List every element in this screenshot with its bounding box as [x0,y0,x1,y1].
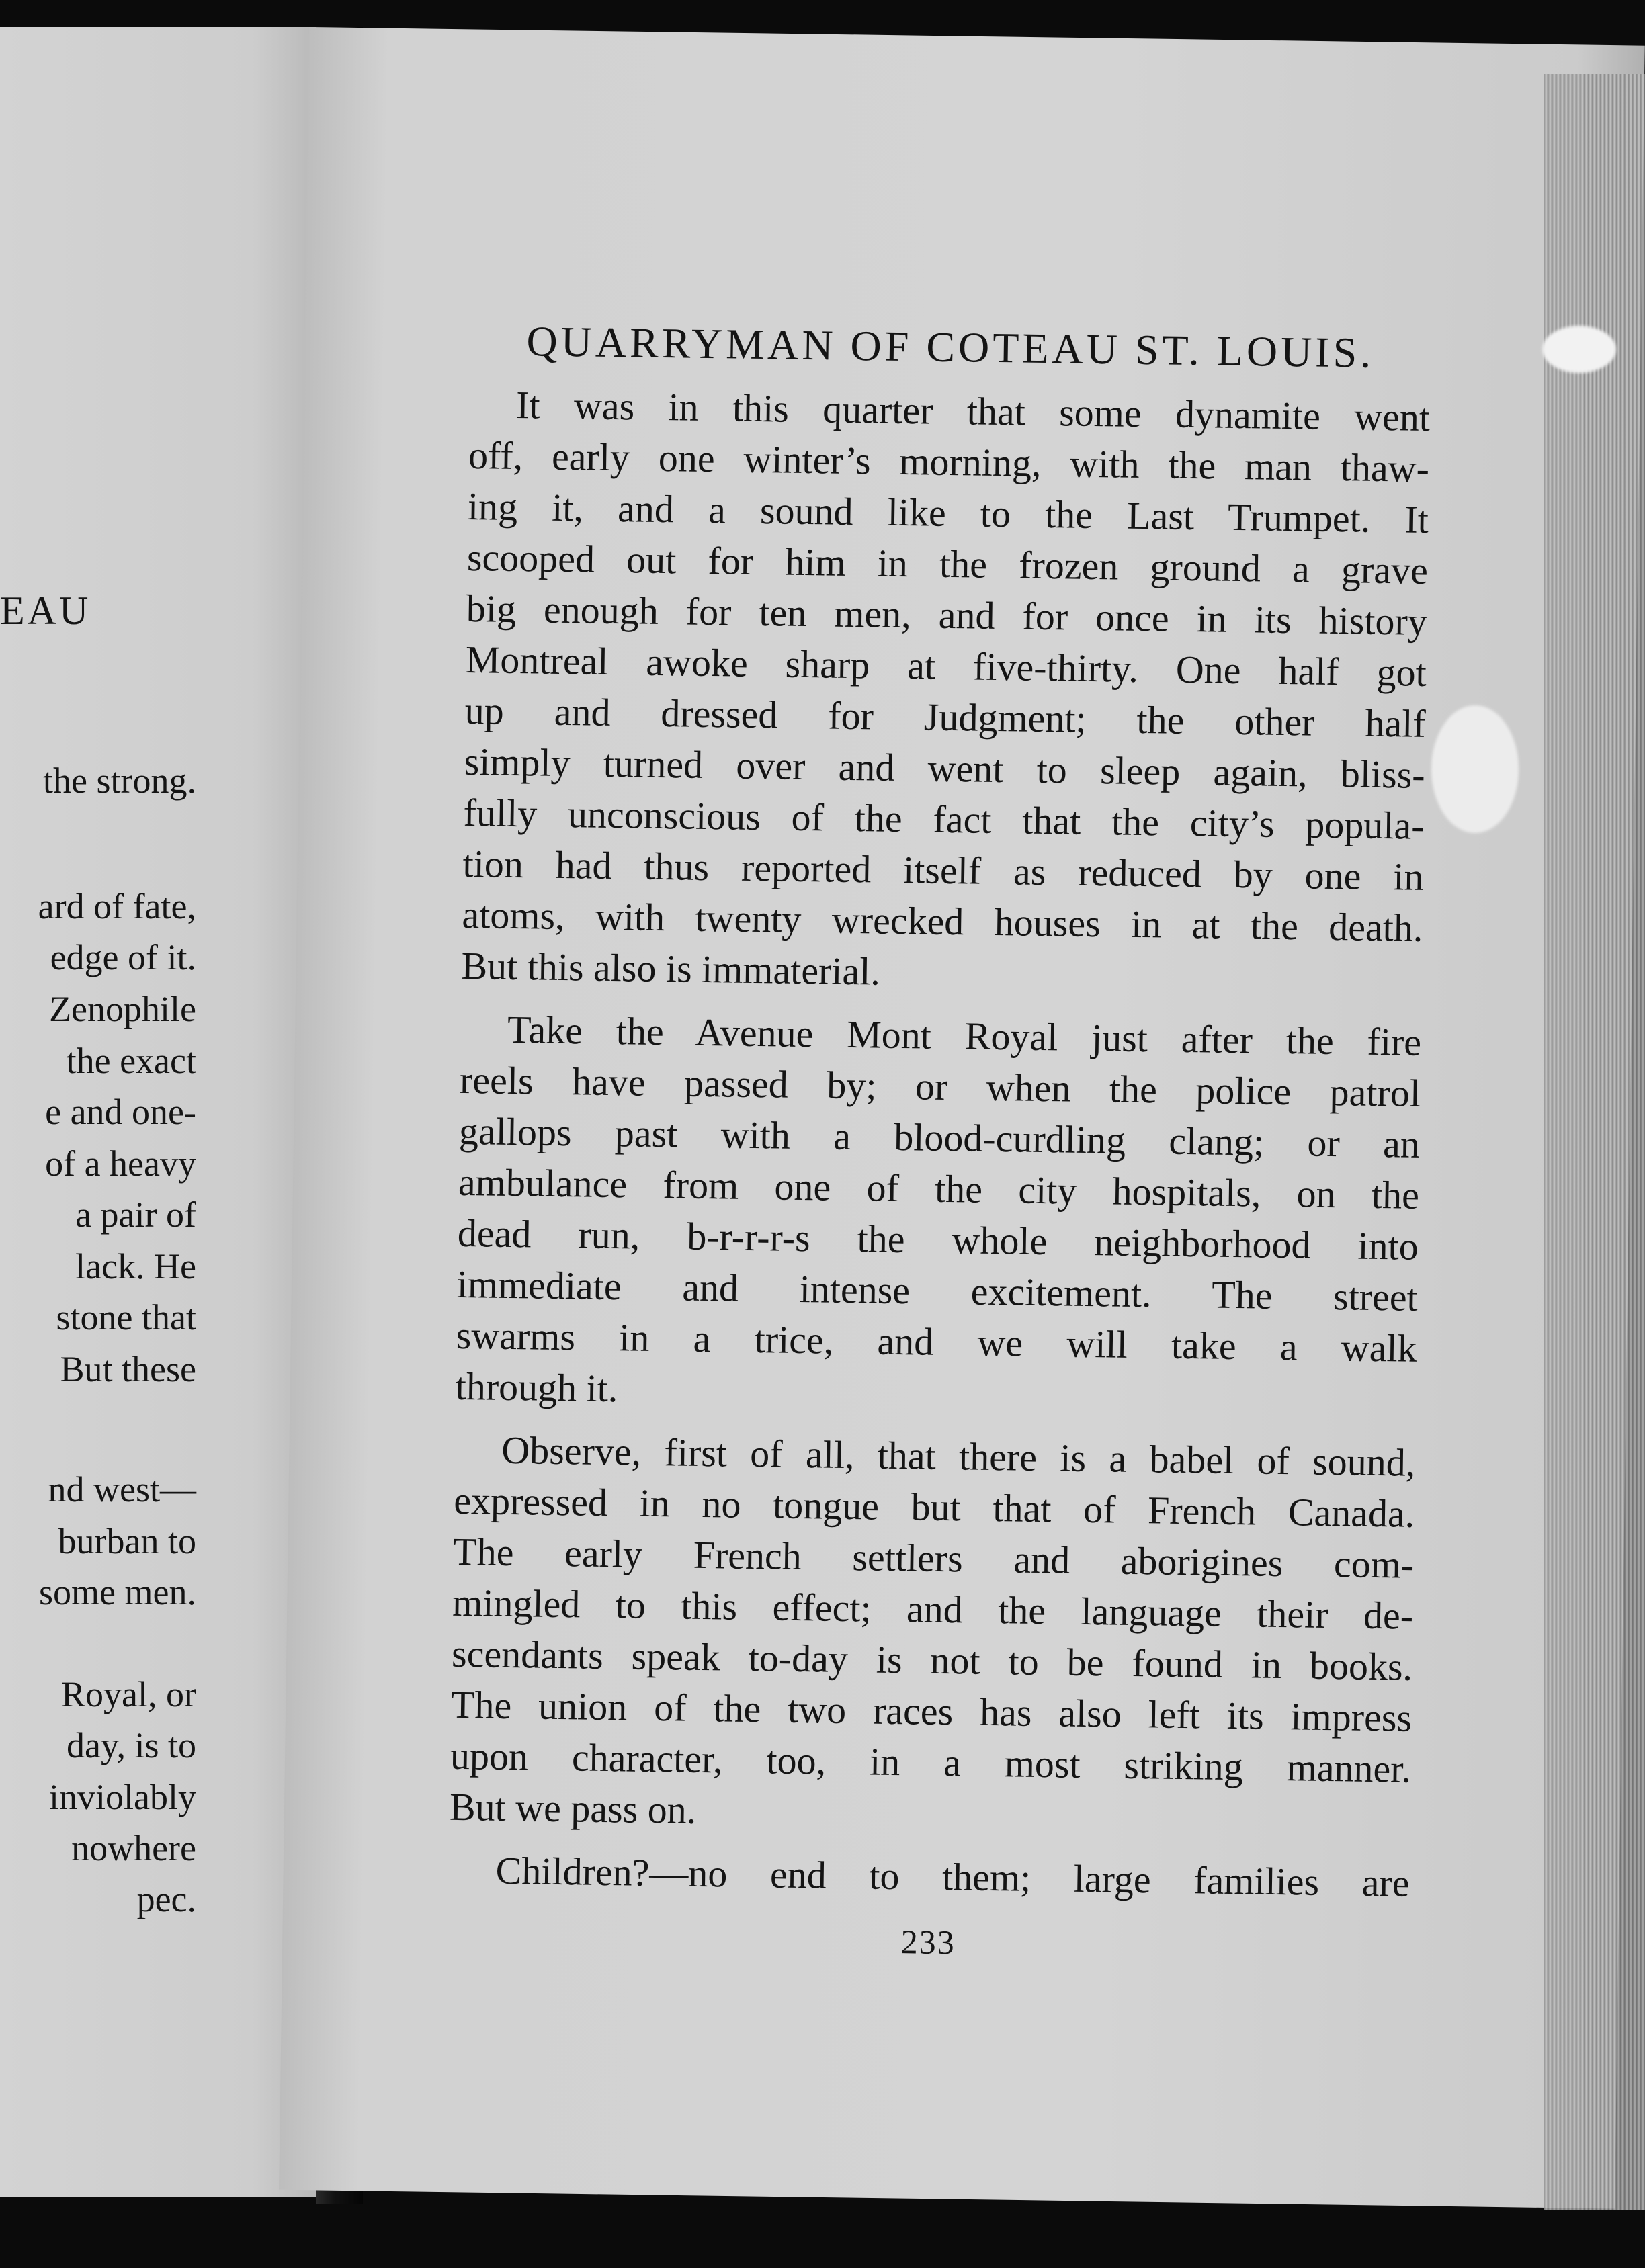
left-page-line: inviolably [49,1777,196,1817]
text-line: atoms, with twenty wrecked houses in at the death. [462,892,1423,950]
body-text [448,379,1430,1909]
left-page-line: edge of it. [50,937,196,977]
text-line: immediate and intense excitement. The street [456,1262,1419,1319]
left-page-line: nd west— [48,1469,196,1510]
paragraph [461,379,1431,1005]
text-line: tion had thus reported itself as reduced by one in [462,841,1424,899]
text-line: dead run, b-r-r-r-s the whole neighborhood into [457,1211,1419,1268]
text-line: ambulance from one of the city hospitals, on the [458,1160,1420,1217]
text-line: simply turned over and went to sleep again, bliss- [464,739,1426,797]
text-line: Observe, first of all, that there is a babel of sound, [501,1428,1416,1485]
text-line: mingled to this effect; and the language their de- [452,1580,1414,1638]
paragraph [449,1424,1415,1846]
left-page-line: of a heavy [45,1143,196,1184]
text-line: reels have passed by; or when the police patrol [459,1057,1421,1115]
text-line: upon character, too, in a most striking manner. [450,1733,1412,1791]
left-page-line: ard of fate, [38,886,196,926]
text-line: swarms in a trice, and we will take a walk [456,1313,1418,1370]
left-page-line: Zenophile [49,989,196,1029]
left-page-line: day, is to [67,1725,196,1765]
paper-stain [1431,705,1519,833]
text-line: off, early one winter’s morning, with the man thaw- [468,433,1430,490]
text-line: Montreal awoke sharp at five-thirty. One half got [465,637,1427,695]
text-line: The early French settlers and aborigines com- [452,1529,1415,1587]
paragraph [455,1004,1421,1426]
text-line: But we pass on. [449,1784,697,1832]
left-page-line: lack. He [75,1246,196,1286]
text-line: The union of the two races has also left its impress [450,1682,1412,1740]
text-line: gallops past with a blood-curdling clang; or an [458,1108,1421,1166]
left-page-line: burban to [58,1521,196,1561]
left-page-line: Royal, or [61,1674,196,1714]
left-page-line: But these [60,1349,196,1389]
left-page-line: nowhere [71,1828,196,1868]
text-line: ing it, and a sound like to the Last Trumpet. It [467,484,1429,541]
left-page-line: a pair of [75,1194,196,1235]
text-line: big enough for ten men, and for once in its history [466,586,1428,644]
left-page-line: e and one- [45,1092,196,1132]
paper-stain [1542,326,1616,373]
text-line: scooped out for him in the frozen ground a grave [466,535,1429,593]
text-line: Take the Avenue Mont Royal just after the fire [507,1007,1422,1064]
text-line: expressed in no tongue but that of French Canada. [453,1478,1415,1536]
text-line: fully unconscious of the fact that the city’s popula- [463,790,1425,848]
left-page-line: the exact [66,1041,196,1081]
page-edges [1544,74,1645,2210]
left-page-line: the strong. [43,760,196,801]
left-page-line: pec. [136,1879,196,1919]
text-line: scendants speak to-day is not to be found in books. [451,1631,1413,1689]
text-line: through it. [455,1364,618,1411]
left-page-line: stone that [56,1297,196,1338]
page-number: 233 [900,1923,956,1962]
text-line: But this also is immaterial. [461,943,881,994]
left-page [0,27,316,2197]
left-page-line: some men. [39,1572,196,1612]
left-page-heading-fragment: EAU [0,588,91,633]
text-line: Children?—no end to them; large families are [495,1848,1410,1905]
right-page-content [448,316,1431,1968]
text-line: It was in this quarter that some dynamite went [515,382,1431,439]
chapter-title: QUARRYMAN OF COTEAU ST. LOUIS. [526,317,1375,377]
text-line: up and dressed for Judgment; the other half [464,688,1427,746]
